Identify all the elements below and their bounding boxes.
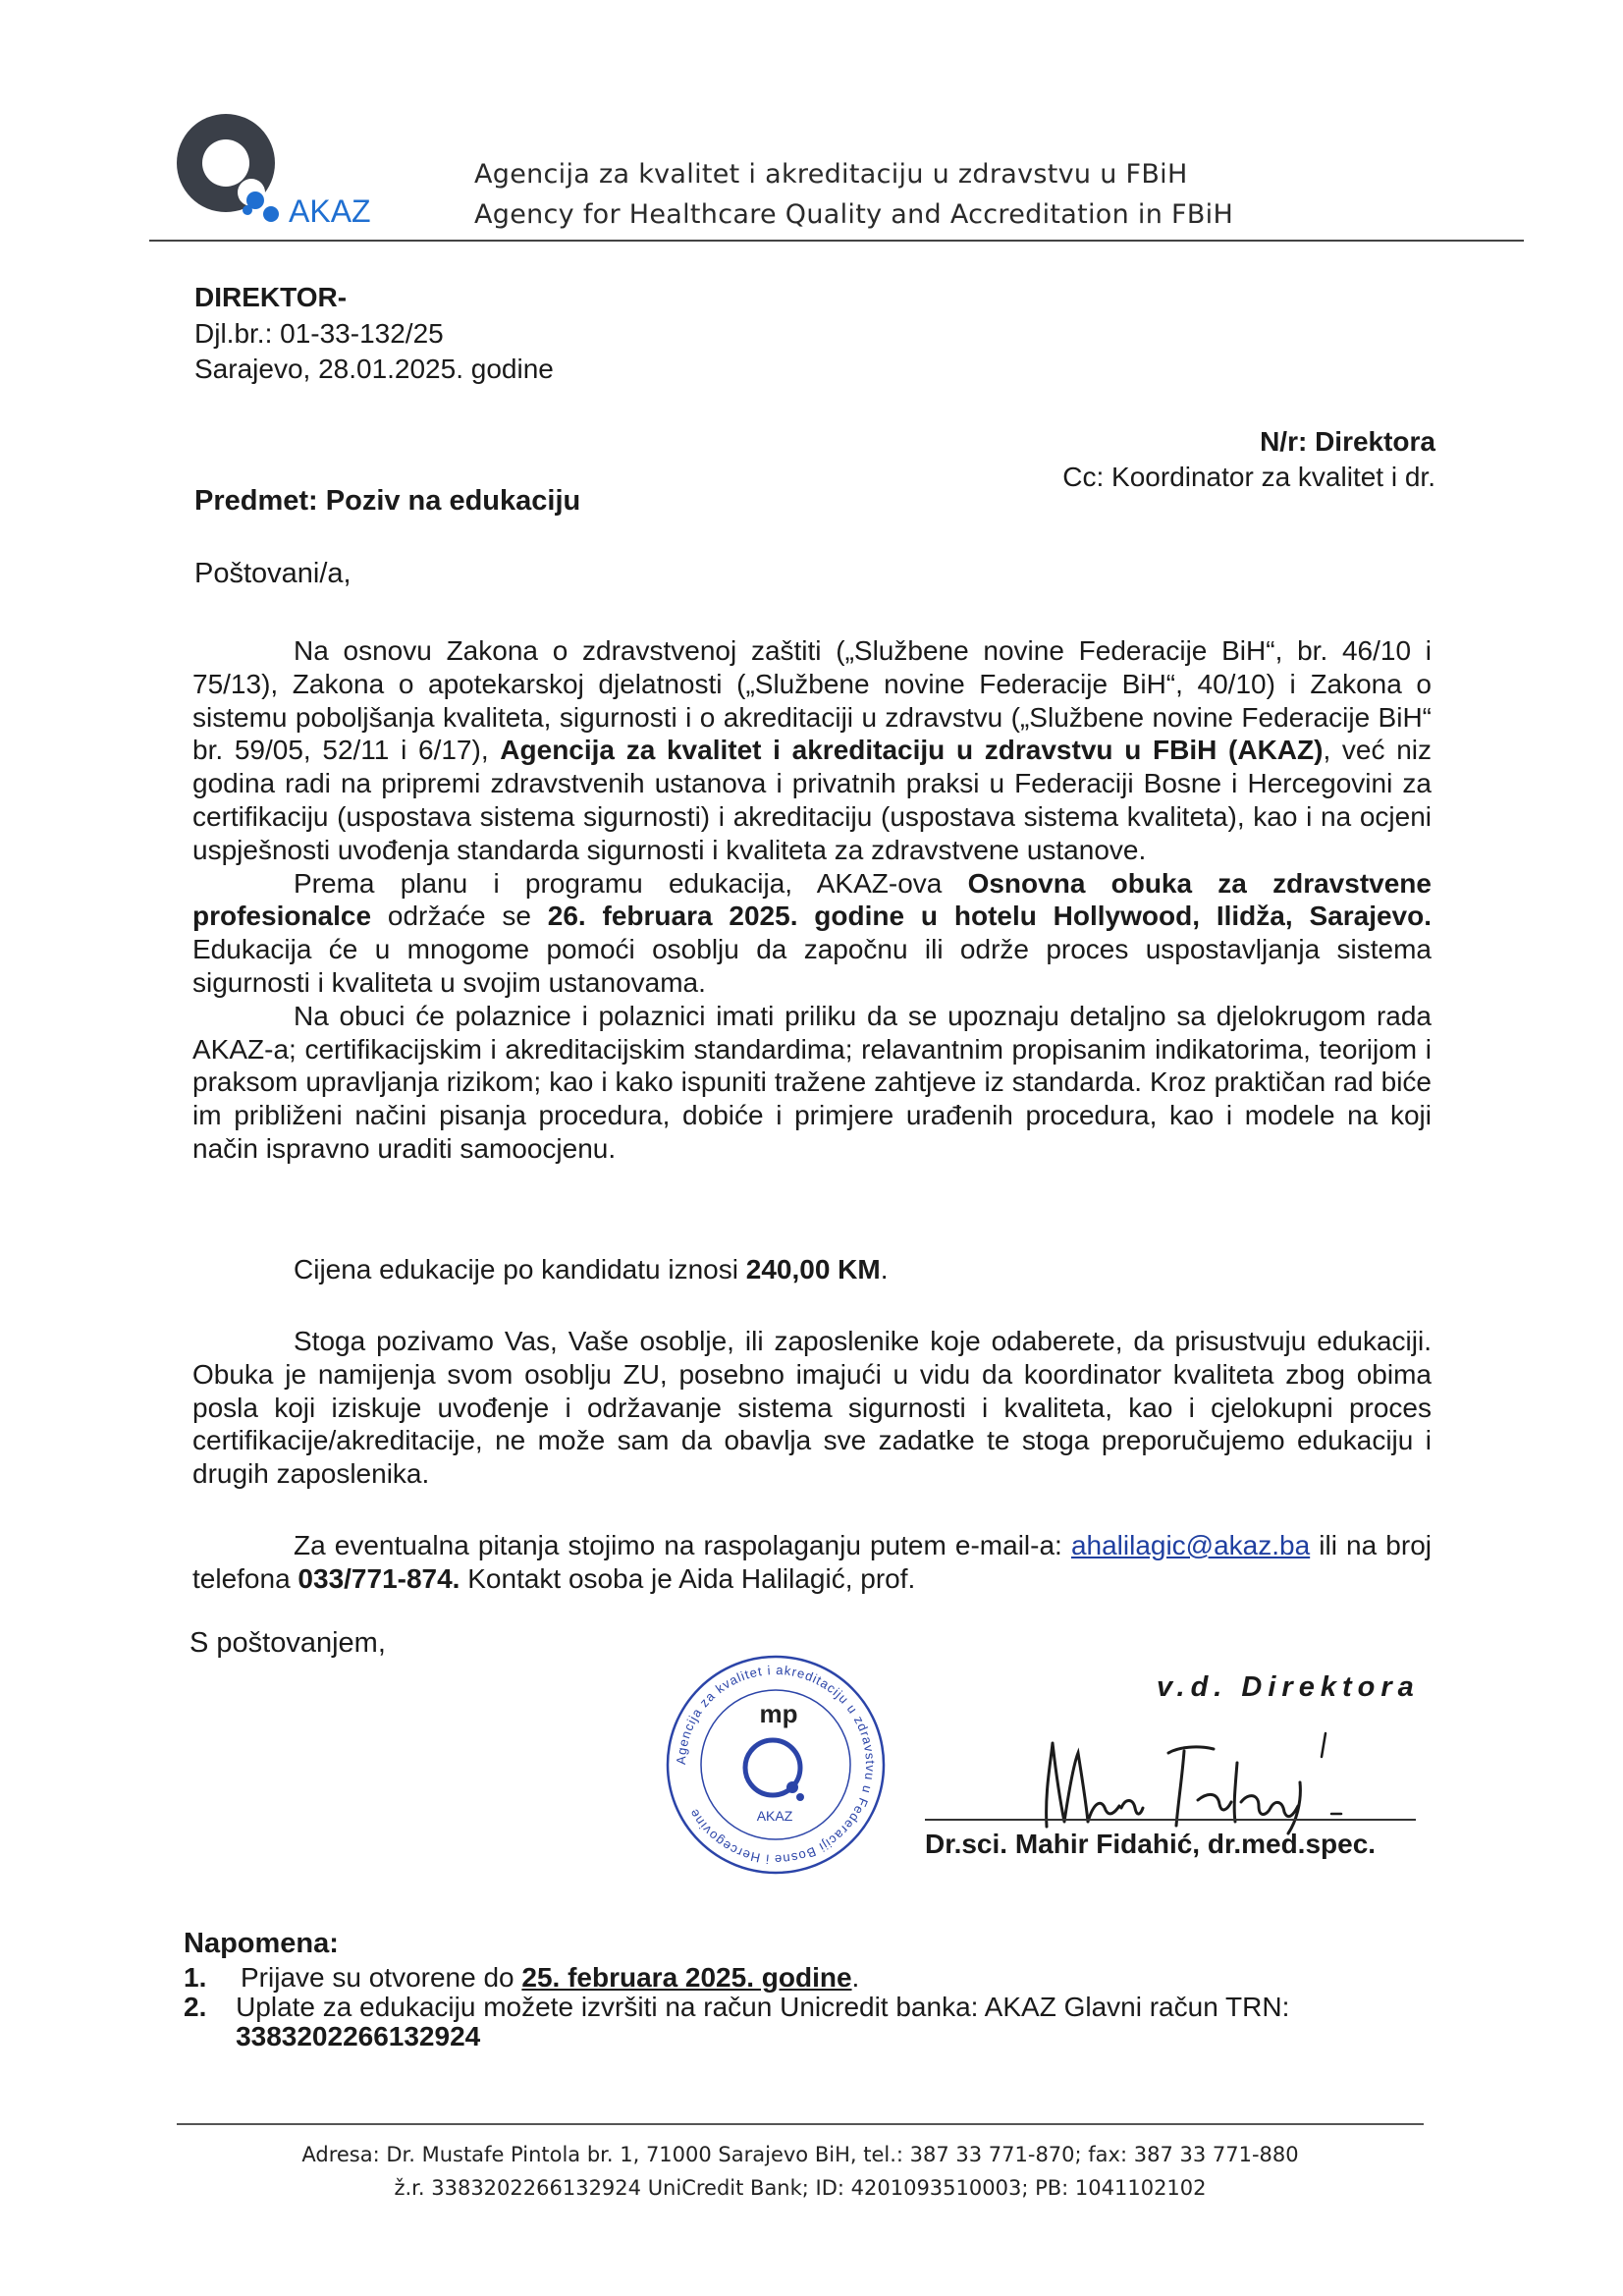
note-item: 2. Uplate za edukaciju možete izvršiti na račun Unicredit banka: AKAZ Glavni račun TRN: 338320226613292​4 [184,1992,1290,2051]
akaz-logo [169,106,424,234]
agency-name-bold: Agencija za kvalitet i akreditaciju u zdravstvu u FBiH (AKAZ) [500,735,1324,766]
signatory-name: Dr.sci. Mahir Fidahić, dr.med.spec. [925,1829,1377,1859]
sender-label: DIREKTOR- [194,282,348,312]
logo-wordmark: AKAZ [289,193,371,229]
training-date-bold: 26. februara 2025. godine u hotelu Hollywood, Ilidža, Sarajevo. [547,901,1432,932]
contact-email-link[interactable]: ahalilagic@akaz.ba [1070,1530,1311,1560]
stamp-mp-text: mp [759,1699,798,1728]
handwritten-signature [1031,1723,1365,1841]
training-name-bold: Osnovna obuka za zdravstvene profesionalce [192,867,1432,932]
subject-line: Predmet: Poziv na edukaciju [194,485,581,517]
svg-text:Agencija za kvalitet i akredit [674,1663,878,1867]
note-list [184,1963,1431,2051]
org-name-local: Agencija za kvalitet i akreditaciju u zdravstvu u FBiH [474,159,1188,190]
org-name-english: Agency for Healthcare Quality and Accreditation in FBiH [474,199,1234,230]
bank-account-number: 338320226613292​4 [236,2021,481,2051]
footer-bank-info: ž.r. 3383202266132924 UniCredit Bank; ID: 4201093510003; PB: 1041102102 [394,2176,1207,2200]
signature-line [925,1819,1416,1821]
footer-address: Adresa: Dr. Mustafe Pintola br. 1, 71000 Sarajevo BiH, tel.: 387 33 771-870; fax: 387 33 771-880 [301,2143,1299,2166]
recipient-to: N/r: Direktora [1260,426,1435,457]
closing-salutation: S poštovanjem, [189,1627,386,1659]
recipient-cc: Cc: Koordinator za kvalitet i dr. [1062,462,1435,492]
note-item: 1. Prijave su otvorene do 25. februara 2025. godine. [184,1962,860,1993]
footer-divider [177,2123,1424,2125]
application-deadline: 25. februara 2025. godine [521,1962,852,1993]
signatory-title: v.d. Direktora [1157,1671,1420,1703]
paragraph-contact: Za eventualna pitanja stojimo na raspolaganju putem e-mail-a: ahalilagic@akaz.ba ili na broj telefona 033/771-874. Kontakt osoba je Aida Halilagić, prof. [192,1530,1432,1594]
letter-body [192,634,1432,1166]
paragraph-invitation: Stoga pozivamo Vas, Vaše osoblje, ili zaposlenike koje odaberete, da prisustvuju edukaciji. Obuka je namijenja svom osoblju ZU, posebno imajući u vidu da koordinator kvaliteta zbog obima posla koji iziskuje uvođenje i održavanje sistema sigurnosti i kvaliteta, kao i cjelokupni proces certifikacije/akreditacije, ne može sam da obavlja sve zadatke te stoga preporučujemo edukaciju i drugih zaposlenika. [192,1326,1432,1490]
note-title: Napomena: [184,1928,339,1959]
price-bold: 240,00 KM [745,1254,881,1285]
paragraph-legal-basis: Na osnovu Zakona o zdravstvenoj zaštiti („Službene novine Federacije BiH“, br. 46/10 i 75/13), Zakona o apotekarskoj djelatnosti („Službene novine Federacije BiH“, 40/10) i Zakona o sistemu poboljšanja kvaliteta, sigurnosti i o akreditaciji u zdravstvu („Službene novine Federacije BiH“ br. 59/05, 52/11 i 6/17), Agencija za kvalitet i akreditaciju u zdravstvu u FBiH (AKAZ), već niz godina radi na pripremi zdravstvenih ustanova i privatnih praksi u Federaciji Bosne i Hercegovini za certifikaciju (uspostava sistema sigurnosti) i akreditaciju (uspostava sistema kvaliteta), kao i na ocjeni uspješnosti uvođenja standarda sigurnosti i kvaliteta za zdravstvene ustanove. [192,635,1432,865]
contact-phone: 033/771-874. [298,1562,460,1594]
stamp-ring-text: Agencija za kvalitet i akreditaciju u zdravstvu u Federaciji Bosne i Hercegovine [673,1662,879,1868]
stamp-logo-text: AKAZ [756,1808,793,1824]
greeting: Poštovani/a, [194,558,352,589]
paragraph-training-content: Na obuci će polaznice i polaznici imati priliku da se upoznaju detaljno sa djelokrugom rada AKAZ-a; certifikacijskim i akreditacijskim standardima; relavantnim propisanim indikatorima, teorijom i praksom upravljanja rizikom; kao i kako ispuniti tražene zahtjeve iz standarda. Kroz praktičan rad biće im približeni načini pisanja procedura, dobiće i primjere urađenih procedura, kao i modele na koji način ispravno uraditi samoocjenu. [192,1000,1432,1164]
place-date: Sarajevo, 28.01.2025. godine [194,354,554,384]
official-stamp [663,1652,889,1878]
paragraph-price: Cijena edukacije po kandidatu iznosi 240,00 KM. [294,1254,889,1285]
header-divider [149,240,1524,242]
paragraph-training-plan: Prema planu i programu edukacija, AKAZ-ova Osnovna obuka za zdravstvene profesionalce održaće se 26. februara 2025. godine u hotelu Hollywood, Ilidža, Sarajevo. Edukacija će u mnogome pomoći osoblju da započnu ili održe proces uspostavljanja sistema sigurnosti i kvaliteta u svojim ustanovama. [192,867,1432,998]
reference-number: Djl.br.: 01-33-132/25 [194,318,444,349]
